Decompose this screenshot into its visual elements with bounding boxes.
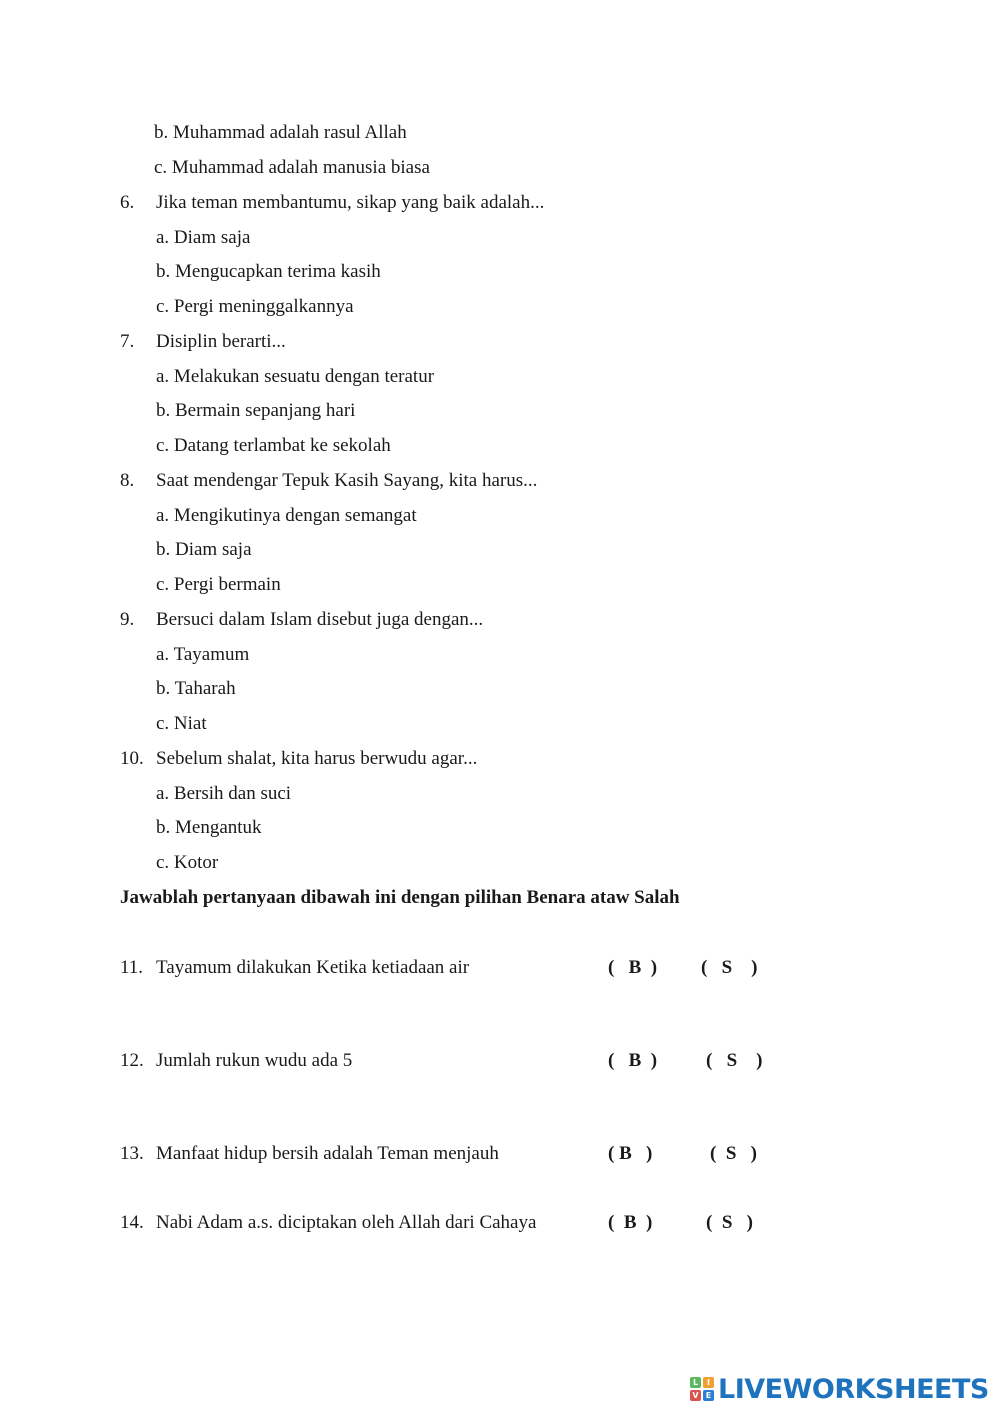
answer-true-option[interactable]: ( B ) [608,1143,653,1164]
option-text: c. Niat [156,713,207,734]
answer-false-option[interactable]: ( S ) [706,1050,763,1071]
question-text: Bersuci dalam Islam disebut juga dengan... [156,609,484,630]
question-text: Disiplin berarti... [156,331,286,352]
question-number: 6. [120,192,135,213]
answer-true-option[interactable]: ( B ) [608,957,658,978]
option-text: b. Diam saja [156,539,252,560]
option-text: a. Tayamum [156,644,250,665]
answer-true-option[interactable]: ( B ) [608,1050,658,1071]
question-number: 7. [120,331,135,352]
statement-text: Nabi Adam a.s. diciptakan oleh Allah dari Cahaya [156,1212,537,1233]
answer-false-option[interactable]: ( S ) [706,1212,753,1233]
logo-letter: L [690,1377,701,1388]
statement-text: Manfaat hidup bersih adalah Teman menjauh [156,1143,499,1164]
answer-true-option[interactable]: ( B ) [608,1212,653,1233]
option-text: a. Melakukan sesuatu dengan teratur [156,366,435,387]
option-text: b. Mengantuk [156,817,262,838]
logo-letter: V [690,1390,701,1401]
logo-mark-icon [690,1377,714,1401]
liveworksheets-logo [690,1374,989,1404]
question-text: Jika teman membantumu, sikap yang baik adalah... [156,192,545,213]
option-text: c. Pergi meninggalkannya [156,296,354,317]
question-number: 11. [120,957,144,978]
option-text: a. Diam saja [156,227,251,248]
option-text: b. Taharah [156,678,236,699]
logo-letter: E [703,1390,714,1401]
question-number: 9. [120,609,135,630]
statement-text: Tayamum dilakukan Ketika ketiadaan air [156,957,470,978]
option-text: c. Pergi bermain [156,574,281,595]
option-text: a. Bersih dan suci [156,783,292,804]
option-text: b. Mengucapkan terima kasih [156,261,381,282]
option-text: b. Bermain sepanjang hari [156,400,356,421]
question-number: 14. [120,1212,144,1233]
logo-text: LIVEWORKSHEETS [718,1373,989,1405]
question-number: 13. [120,1143,144,1164]
answer-false-option[interactable]: ( S ) [701,957,758,978]
question-text: Sebelum shalat, kita harus berwudu agar... [156,748,478,769]
answer-false-option[interactable]: ( S ) [710,1143,757,1164]
option-text: b. Muhammad adalah rasul Allah [154,122,407,143]
section-heading: Jawablah pertanyaan dibawah ini dengan pilihan Benara ataw Salah [120,887,680,908]
statement-text: Jumlah rukun wudu ada 5 [156,1050,353,1071]
question-text: Saat mendengar Tepuk Kasih Sayang, kita harus... [156,470,538,491]
question-number: 10. [120,748,144,769]
option-text: c. Datang terlambat ke sekolah [156,435,391,456]
option-text: a. Mengikutinya dengan semangat [156,505,417,526]
option-text: c. Muhammad adalah manusia biasa [154,157,430,178]
logo-letter: I [703,1377,714,1388]
option-text: c. Kotor [156,852,219,873]
question-number: 8. [120,470,135,491]
question-number: 12. [120,1050,144,1071]
